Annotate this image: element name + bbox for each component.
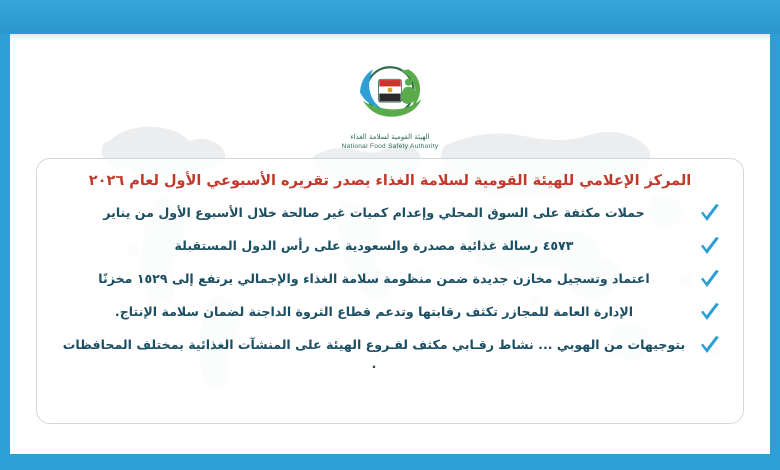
list-item-text: ٤٥٧٣ رسالة غذائية مصدرة والسعودية على رأس الدول المستقبلة — [174, 237, 574, 253]
top-banner-fill — [0, 0, 780, 34]
logo-arabic-name: الهيئة القومية لسلامة الغذاء — [350, 133, 430, 141]
logo-mark-icon — [347, 58, 433, 132]
logo — [0, 58, 780, 158]
list-item — [59, 302, 721, 323]
check-icon — [699, 303, 721, 323]
list-item-text: الإدارة العامة للمجازر تكثف رقابتها وتدعم قطاع الثروة الداجنة لضمان سلامة الإنتاج. — [114, 303, 634, 319]
check-icon — [699, 270, 721, 290]
list-item — [59, 203, 721, 224]
banner-shadow — [0, 34, 780, 40]
page-title: المركز الإعلامي للهيئة القومية لسلامة الغذاء يصدر تقريره الأسبوعي الأول لعام ٢٠٢٦ — [88, 173, 692, 189]
report-card — [36, 158, 744, 424]
list-item — [59, 269, 721, 290]
list-item — [59, 335, 721, 374]
check-icon — [699, 336, 721, 356]
list-item-text: اعتماد وتسجيل مخازن جديدة ضمن منظومة سلامة الغذاء والإجمالي يرتفع إلى ١٥٢٩ مخزنًا — [98, 270, 650, 286]
check-icon — [699, 237, 721, 257]
bottom-banner — [0, 454, 780, 470]
list-item-text: حملات مكثفة على السوق المحلي وإعدام كميات غير صالحة خلال الأسبوع الأول من يناير — [103, 204, 645, 220]
list-item-text: بتوجيهات من الهوبي ... نشاط رقـابي مكثف لفـروع الهيئة على المنشآت الغذائية بمختلف المحافظات . — [62, 336, 686, 372]
logo-english-name: National Food Safety Authority — [341, 143, 439, 150]
check-icon — [699, 204, 721, 224]
list-item — [59, 236, 721, 257]
bullet-list — [59, 203, 721, 374]
top-banner — [0, 0, 780, 34]
